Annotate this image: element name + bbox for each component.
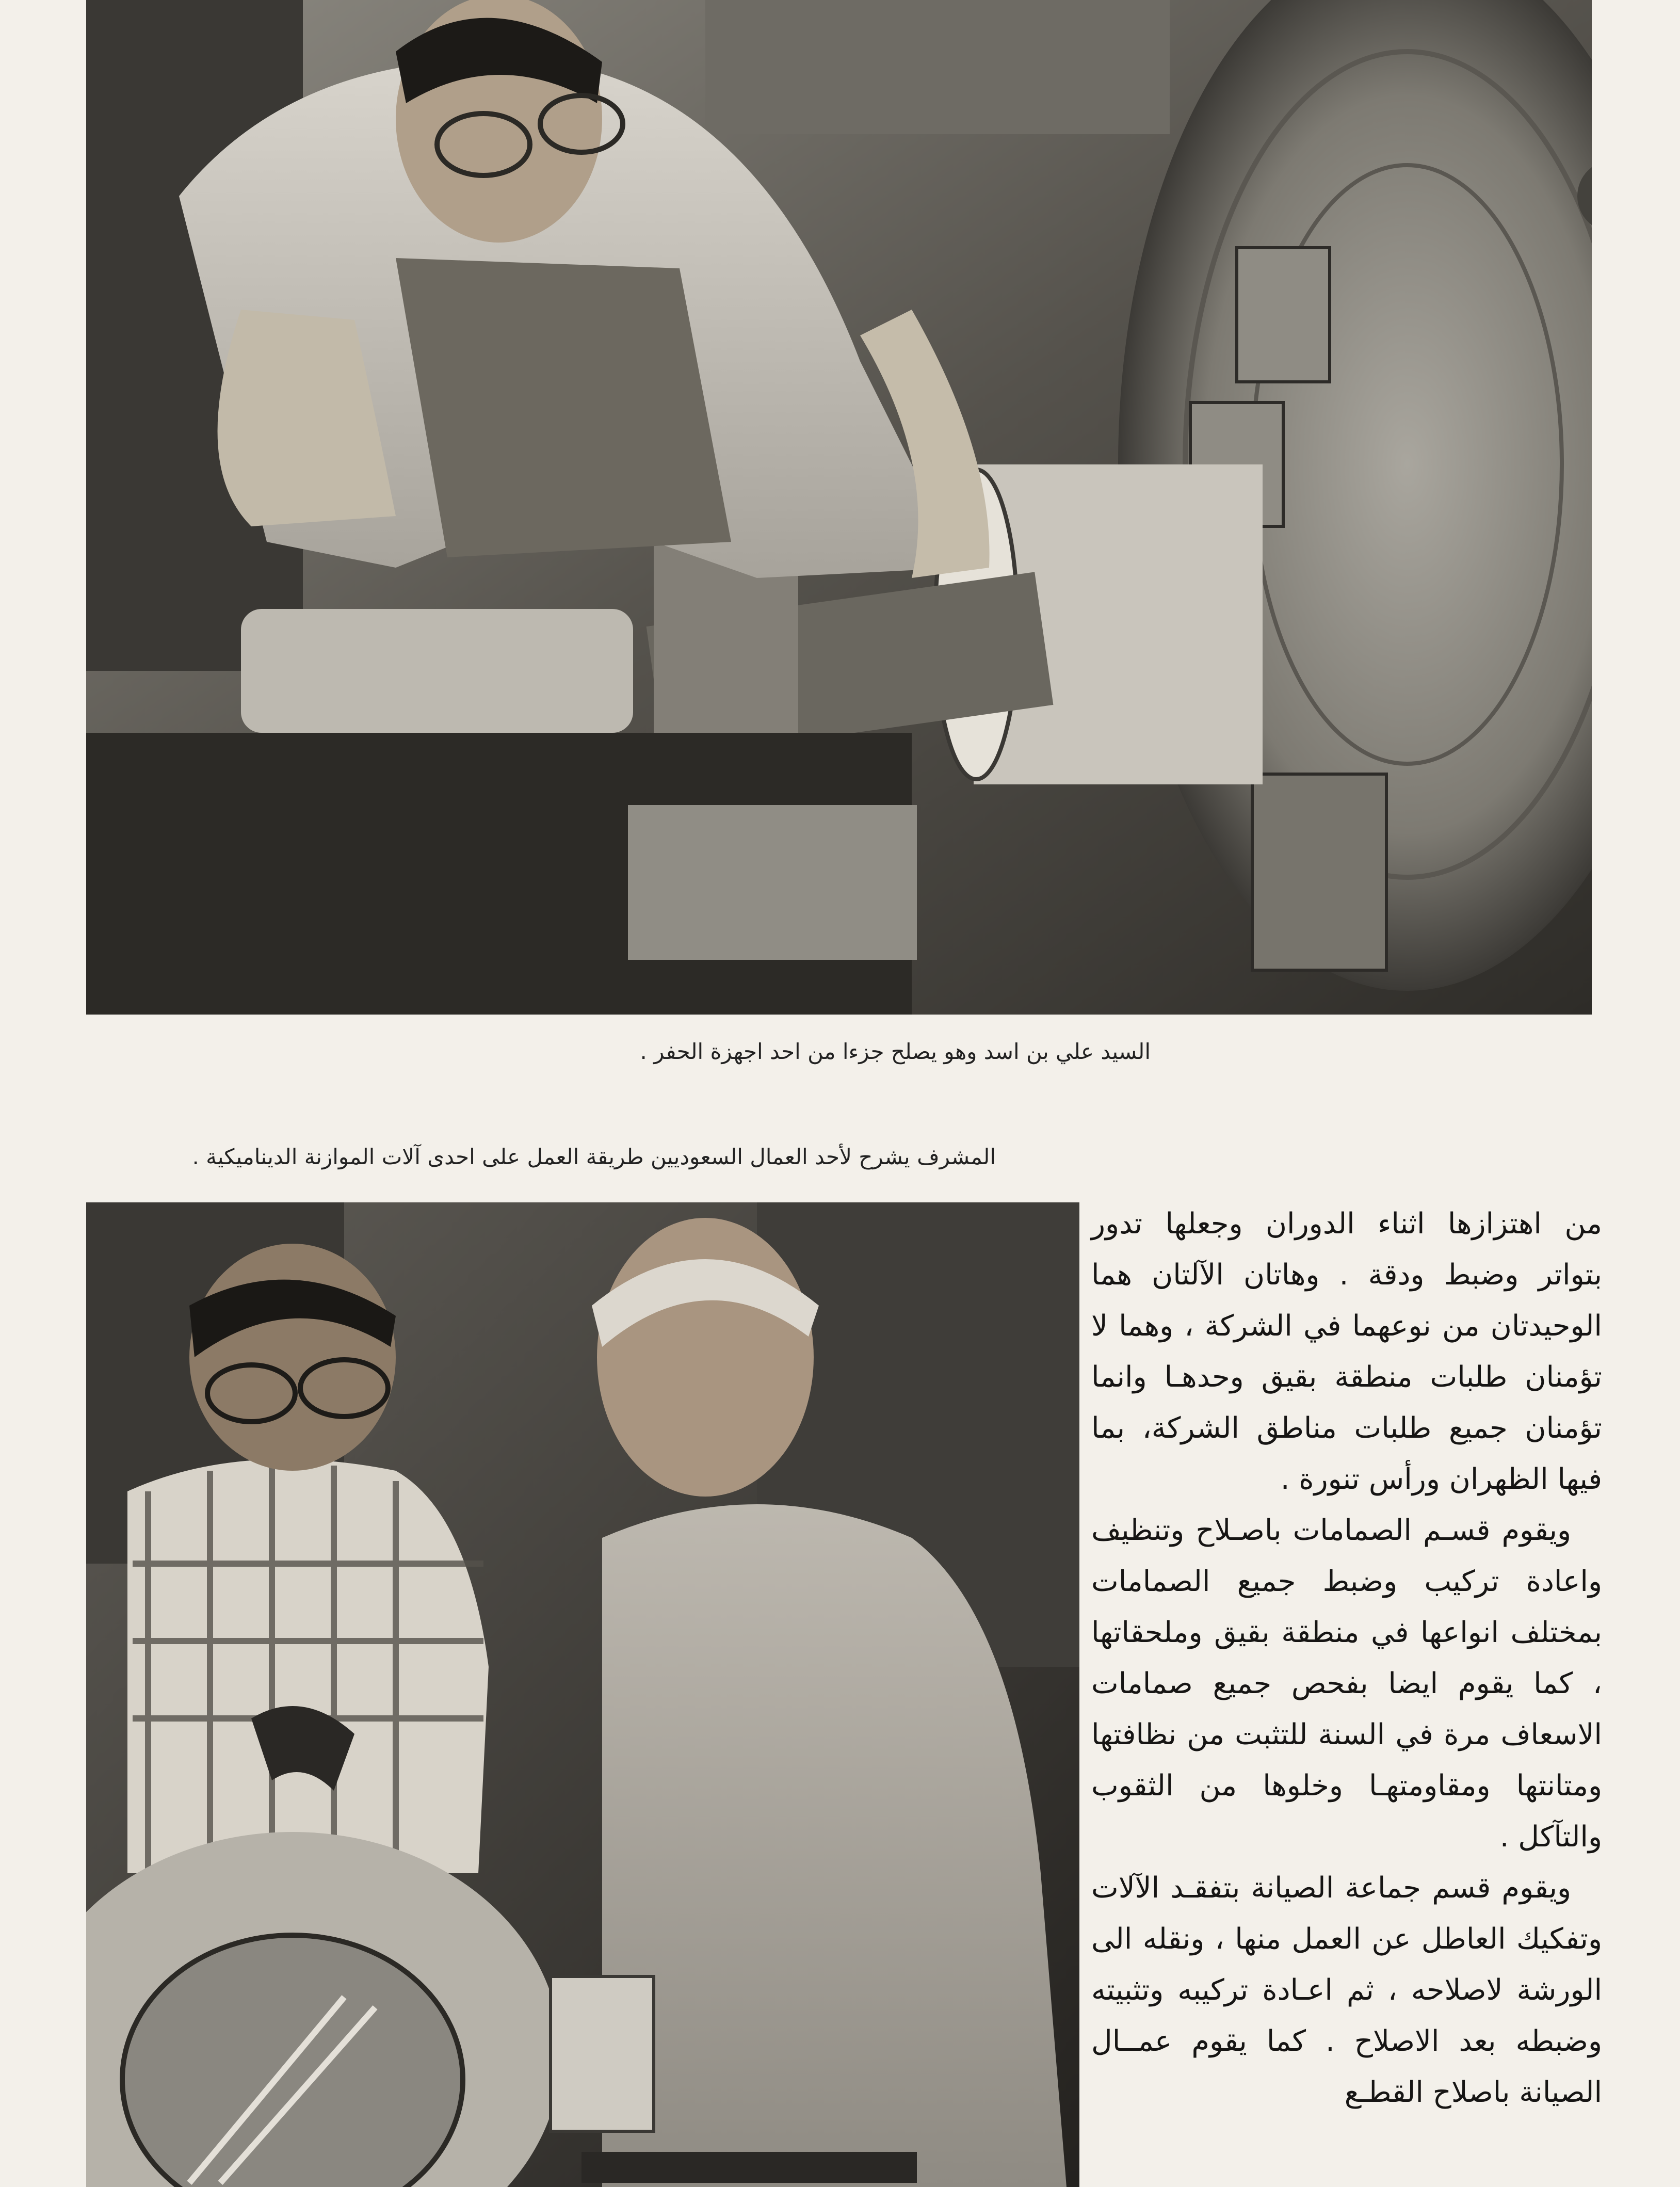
article-text: [1091, 1198, 1602, 2127]
article-paragraph-1: من اهتزازها اثناء الدوران وجعلها تدور بتواتر وضبط ودقة . وهاتان الآلتان هما الوحيدتان من نوعهما في الشركة ، وهما لا تؤمنان طلبات منطقة بقيق وحدهـا وانما تؤمنان جميع طلبات مناطق الشركة، بما فيها الظهران ورأس تنورة .: [1091, 1207, 1602, 1496]
article-paragraph-3: ويقوم قسم جماعة الصيانة بتفقـد الآلات وتفكيك العاطل عن العمل منها ، ونقله الى الورشة لاصلاحه ، ثم اعـادة تركيبه وتثبيته وضبطه بعد الاصلاح . كما يقوم عمــال الصيانة باصلاح القطـع: [1091, 1871, 1602, 2109]
caption-top: السيد علي بن اسد وهو يصلح جزءا من احد اجهزة الحفر .: [640, 1039, 1151, 1064]
photo-balancing-machine: [86, 1202, 1079, 2187]
caption-bottom: المشرف يشرح لأحد العمال السعوديين طريقة العمل على احدى آلات الموازنة الديناميكية .: [192, 1144, 996, 1169]
photo-balancing-machine-graphic: [86, 1202, 1079, 2187]
article-paragraph-2: ويقوم قسـم الصمامات باصـلاح وتنظيف واعادة تركيب وضبط جميع الصمامات بمختلف انواعها في منطقة بقيق وملحقاتها ، كما يقوم ايضا بفحص جميع صمامات الاسعاف مرة في السنة للتثبت من نظافتها ومتانتها ومقاومتهـا وخلوها من الثقوب والتآكل .: [1091, 1514, 1602, 1854]
photo-lathe-repair: [86, 0, 1592, 1015]
photo-lathe-repair-graphic: [86, 0, 1592, 1015]
